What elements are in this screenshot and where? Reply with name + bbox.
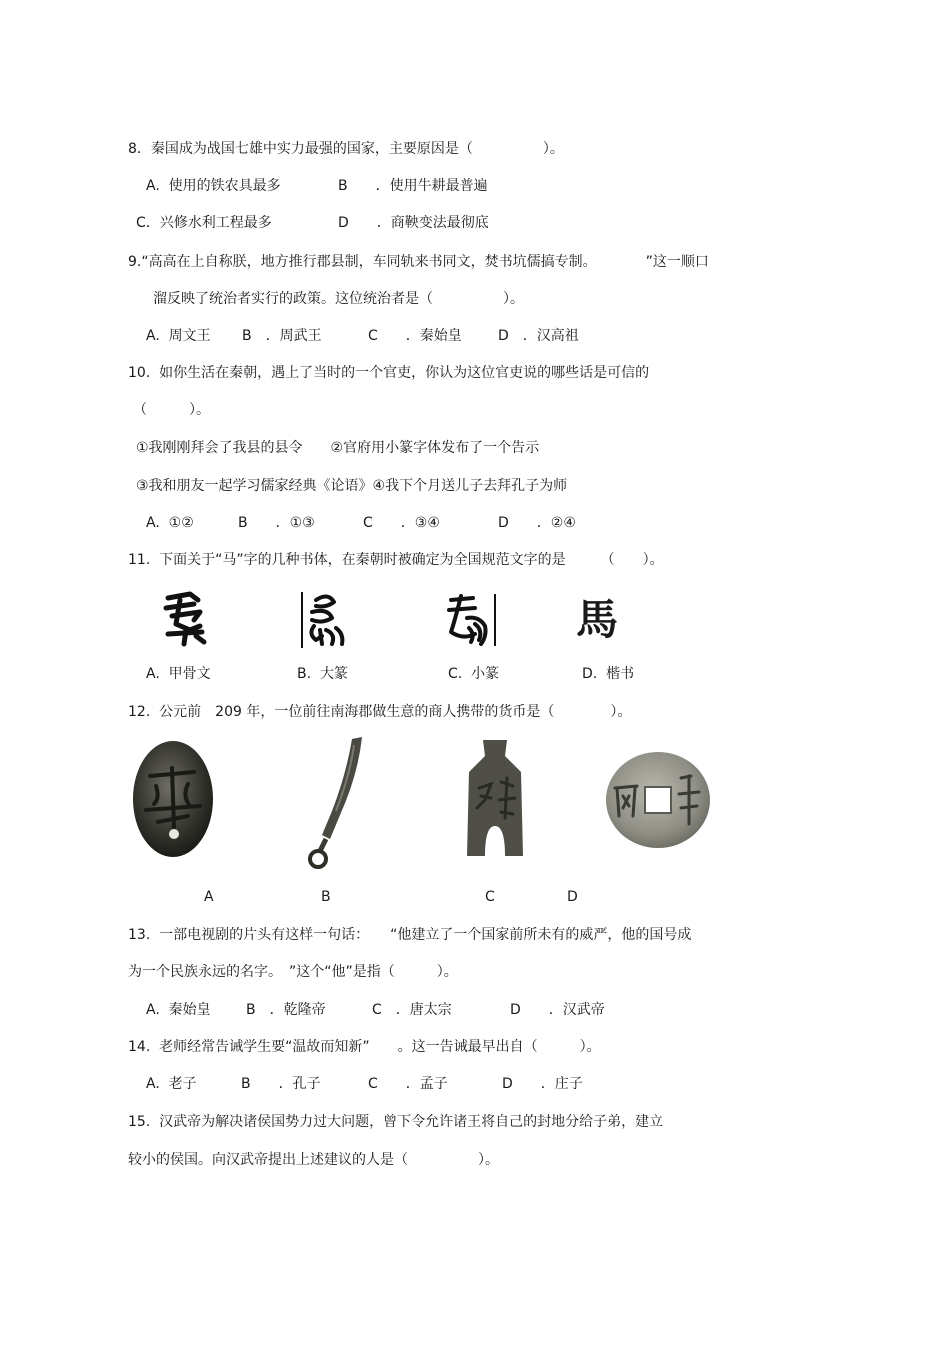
q9-option-b: B ．周武王 (242, 328, 322, 344)
regular-script-ma-image: 馬 (576, 595, 619, 644)
q11-option-a: A. 甲骨文 (146, 666, 211, 682)
q13-stem-line2: 为一个民族永远的名字。 ”这个“他”是指（ ）。 (128, 964, 458, 980)
q9-option-c: C ．秦始皇 (368, 328, 462, 344)
q11-option-b: B. 大篆 (297, 666, 348, 682)
q13-option-a: A. 秦始皇 (146, 1002, 211, 1018)
q8-option-d: D ．商鞅变法最彻底 (338, 215, 489, 231)
q8-option-c: C．兴修水利工程最多 (136, 215, 272, 231)
q14-option-b: B ．孔子 (241, 1076, 321, 1092)
q8-option-a: A. 使用的铁农具最多 (146, 178, 281, 194)
knife-money-image (300, 735, 370, 870)
ant-nose-money-image (130, 738, 216, 860)
q8-option-b: B ．使用牛耕最普遍 (338, 178, 488, 194)
q12-label-c: C (485, 889, 495, 905)
q12-label-b: B (321, 889, 331, 905)
q13-option-d: D ．汉武帝 (510, 1002, 605, 1018)
q9-stem-line1: 9.“高高在上自称朕，地方推行郡县制，车同轨来书同文，焚书坑儒搞专制。 ”这一顺口 (128, 254, 709, 270)
q10-option-b: B ．①③ (238, 515, 315, 531)
q10-stem-line2: （ ）。 (133, 402, 210, 418)
small-seal-ma-image (445, 590, 505, 650)
q10-option-a: A. ①② (146, 515, 194, 531)
q12-stem: 12. 公元前 209 年，一位前往南海郡做生意的商人携带的货币是（ ）。 (128, 704, 632, 720)
q14-stem: 14. 老师经常告诫学生要“温故而知新” 。这一告诫最早出自（ ）。 (128, 1039, 601, 1055)
q9-option-a: A. 周文王 (146, 328, 211, 344)
great-seal-ma-image (298, 590, 358, 650)
q13-option-b: B ．乾隆帝 (246, 1002, 326, 1018)
q11-stem: 11. 下面关于“马”字的几种书体，在秦朝时被确定为全国规范文字的是 （ ）。 (128, 552, 664, 568)
q8-stem: 8．秦国成为战国七雄中实力最强的国家，主要原因是（ ）。 (128, 141, 564, 157)
oracle-bone-ma-image (160, 590, 220, 650)
q13-stem-line1: 13. 一部电视剧的片头有这样一句话： “他建立了一个国家前所未有的威严，他的国号成 (128, 927, 692, 943)
q10-stem-line1: 10. 如你生活在秦朝，遇上了当时的一个官吏，你认为这位官吏说的哪些话是可信的 (128, 365, 650, 381)
q15-stem-line1: 15. 汉武帝为解决诸侯国势力过大问题，曾下令允许诸王将自己的封地分给子弟，建立 (128, 1114, 664, 1130)
spade-money-image (455, 738, 535, 858)
q9-stem-line2: 溜反映了统治者实行的政策。这位统治者是（ ）。 (153, 291, 524, 307)
q10-option-c: C ．③④ (363, 515, 440, 531)
q10-option-d: D ．②④ (498, 515, 576, 531)
q9-option-d: D ．汉高祖 (498, 328, 579, 344)
q14-option-d: D ．庄子 (502, 1076, 583, 1092)
q10-statement-3-4: ③我和朋友一起学习儒家经典《论语》④我下个月送儿子去拜孔子为师 (136, 478, 568, 494)
q14-option-a: A. 老子 (146, 1076, 197, 1092)
q10-statement-1-2: ①我刚刚拜会了我县的县令 ②官府用小篆字体发布了一个告示 (136, 440, 540, 456)
q14-option-c: C ．孟子 (368, 1076, 448, 1092)
q13-option-c: C ．唐太宗 (372, 1002, 452, 1018)
q12-label-d: D (567, 889, 578, 905)
q11-option-d: D. 楷书 (582, 666, 635, 682)
q12-label-a: A (204, 889, 214, 905)
q11-option-c: C. 小篆 (448, 666, 500, 682)
q15-stem-line2: 较小的侯国。向汉武帝提出上述建议的人是（ ）。 (128, 1152, 499, 1168)
banliang-coin-image (603, 750, 713, 850)
